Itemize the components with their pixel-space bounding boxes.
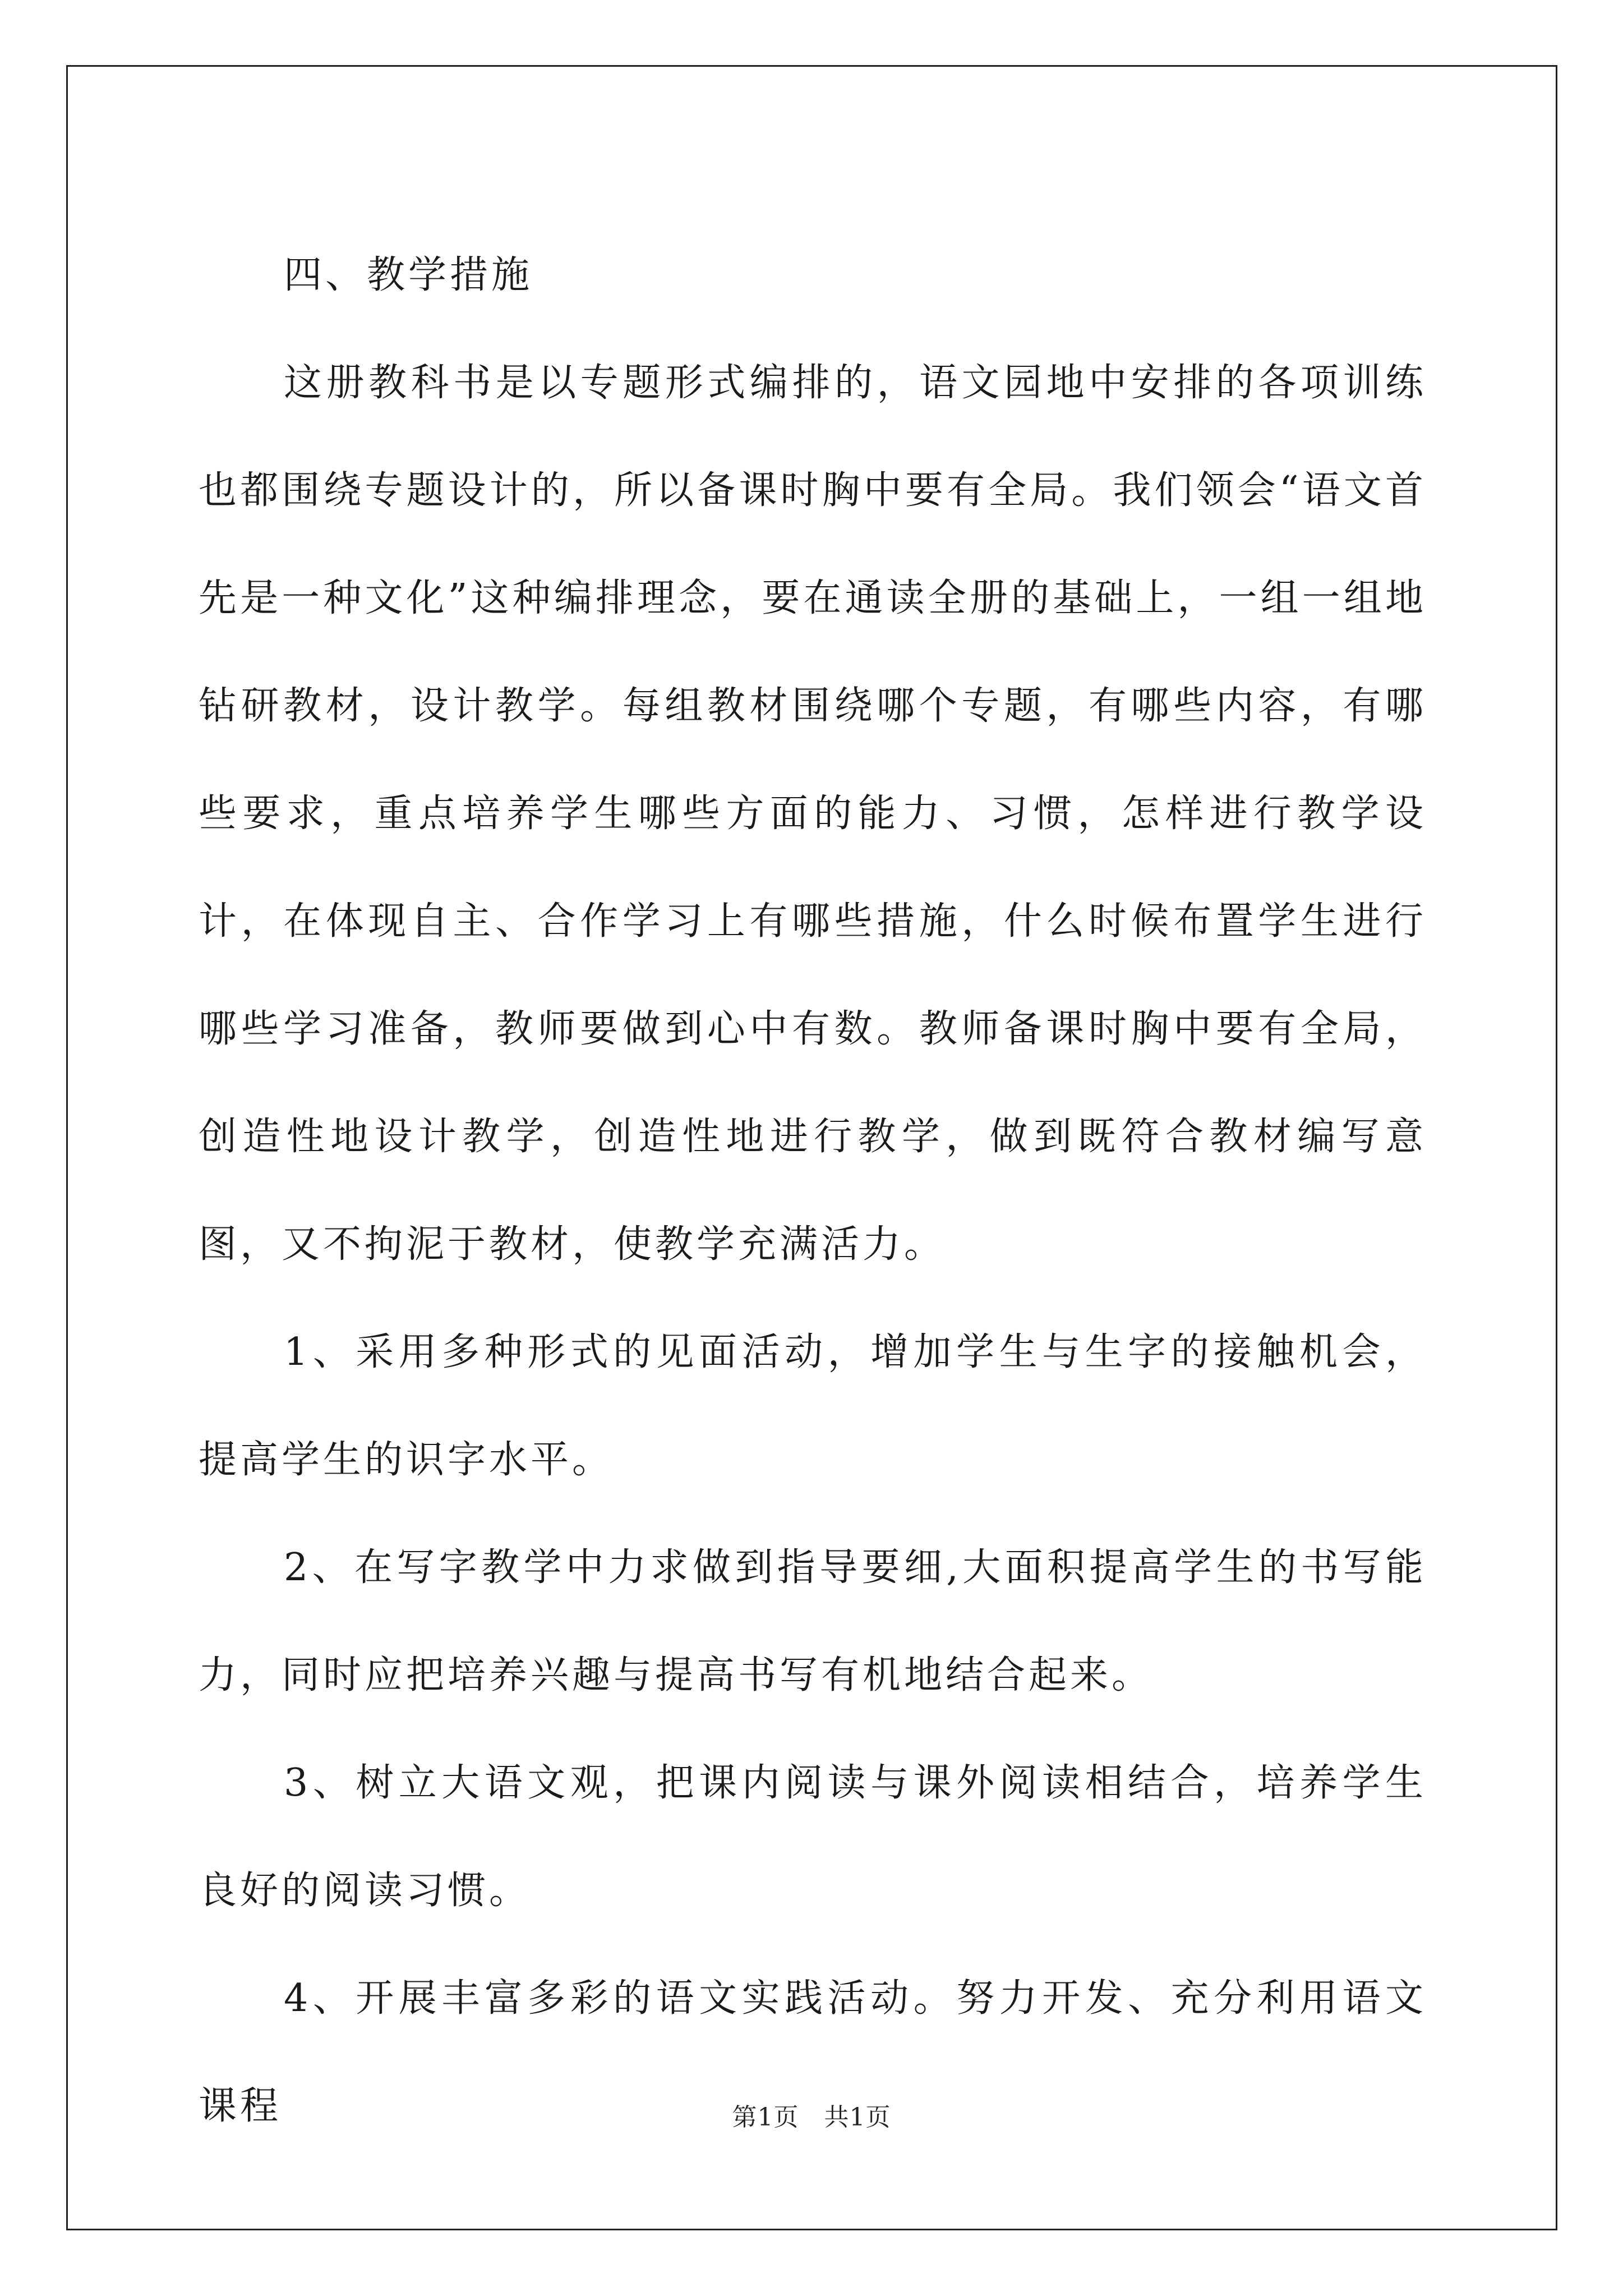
- list-item-3: 3、树立大语文观，把课内阅读与课外阅读相结合，培养学生良好的阅读习惯。: [199, 1761, 1427, 1913]
- document-body: [199, 222, 1427, 2160]
- list-item-1: 1、采用多种形式的见面活动，增加学生与生字的接触机会，提高学生的识字水平。: [199, 1330, 1427, 1482]
- page-total: 共1页: [824, 2103, 891, 2132]
- list-item-4: 4、开展丰富多彩的语文实践活动。努力开发、充分利用语文课程: [199, 1976, 1427, 2128]
- page-footer: [0, 2097, 1623, 2133]
- list-item-2: 2、在写字教学中力求做到指导要细,大面积提高学生的书写能力，同时应把培养兴趣与提高书写有机地结合起来。: [199, 1545, 1427, 1697]
- page-number: 第1页: [732, 2103, 799, 2132]
- body-paragraph: 这册教科书是以专题形式编排的，语文园地中安排的各项训练也都围绕专题设计的，所以备课时胸中要有全局。我们领会“语文首先是一种文化”这种编排理念，要在通读全册的基础上，一组一组地钻研教材，设计教学。每组教材围绕哪个专题，有哪些内容，有哪些要求，重点培养学生哪些方面的能力、习惯，怎样进行教学设计，在体现自主、合作学习上有哪些措施，什么时候布置学生进行哪些学习准备，教师要做到心中有数。教师备课时胸中要有全局，创造性地设计教学，创造性地进行教学，做到既符合教材编写意图，又不拘泥于教材，使教学充满活力。: [199, 361, 1427, 1267]
- section-heading: 四、教学措施: [284, 253, 533, 297]
